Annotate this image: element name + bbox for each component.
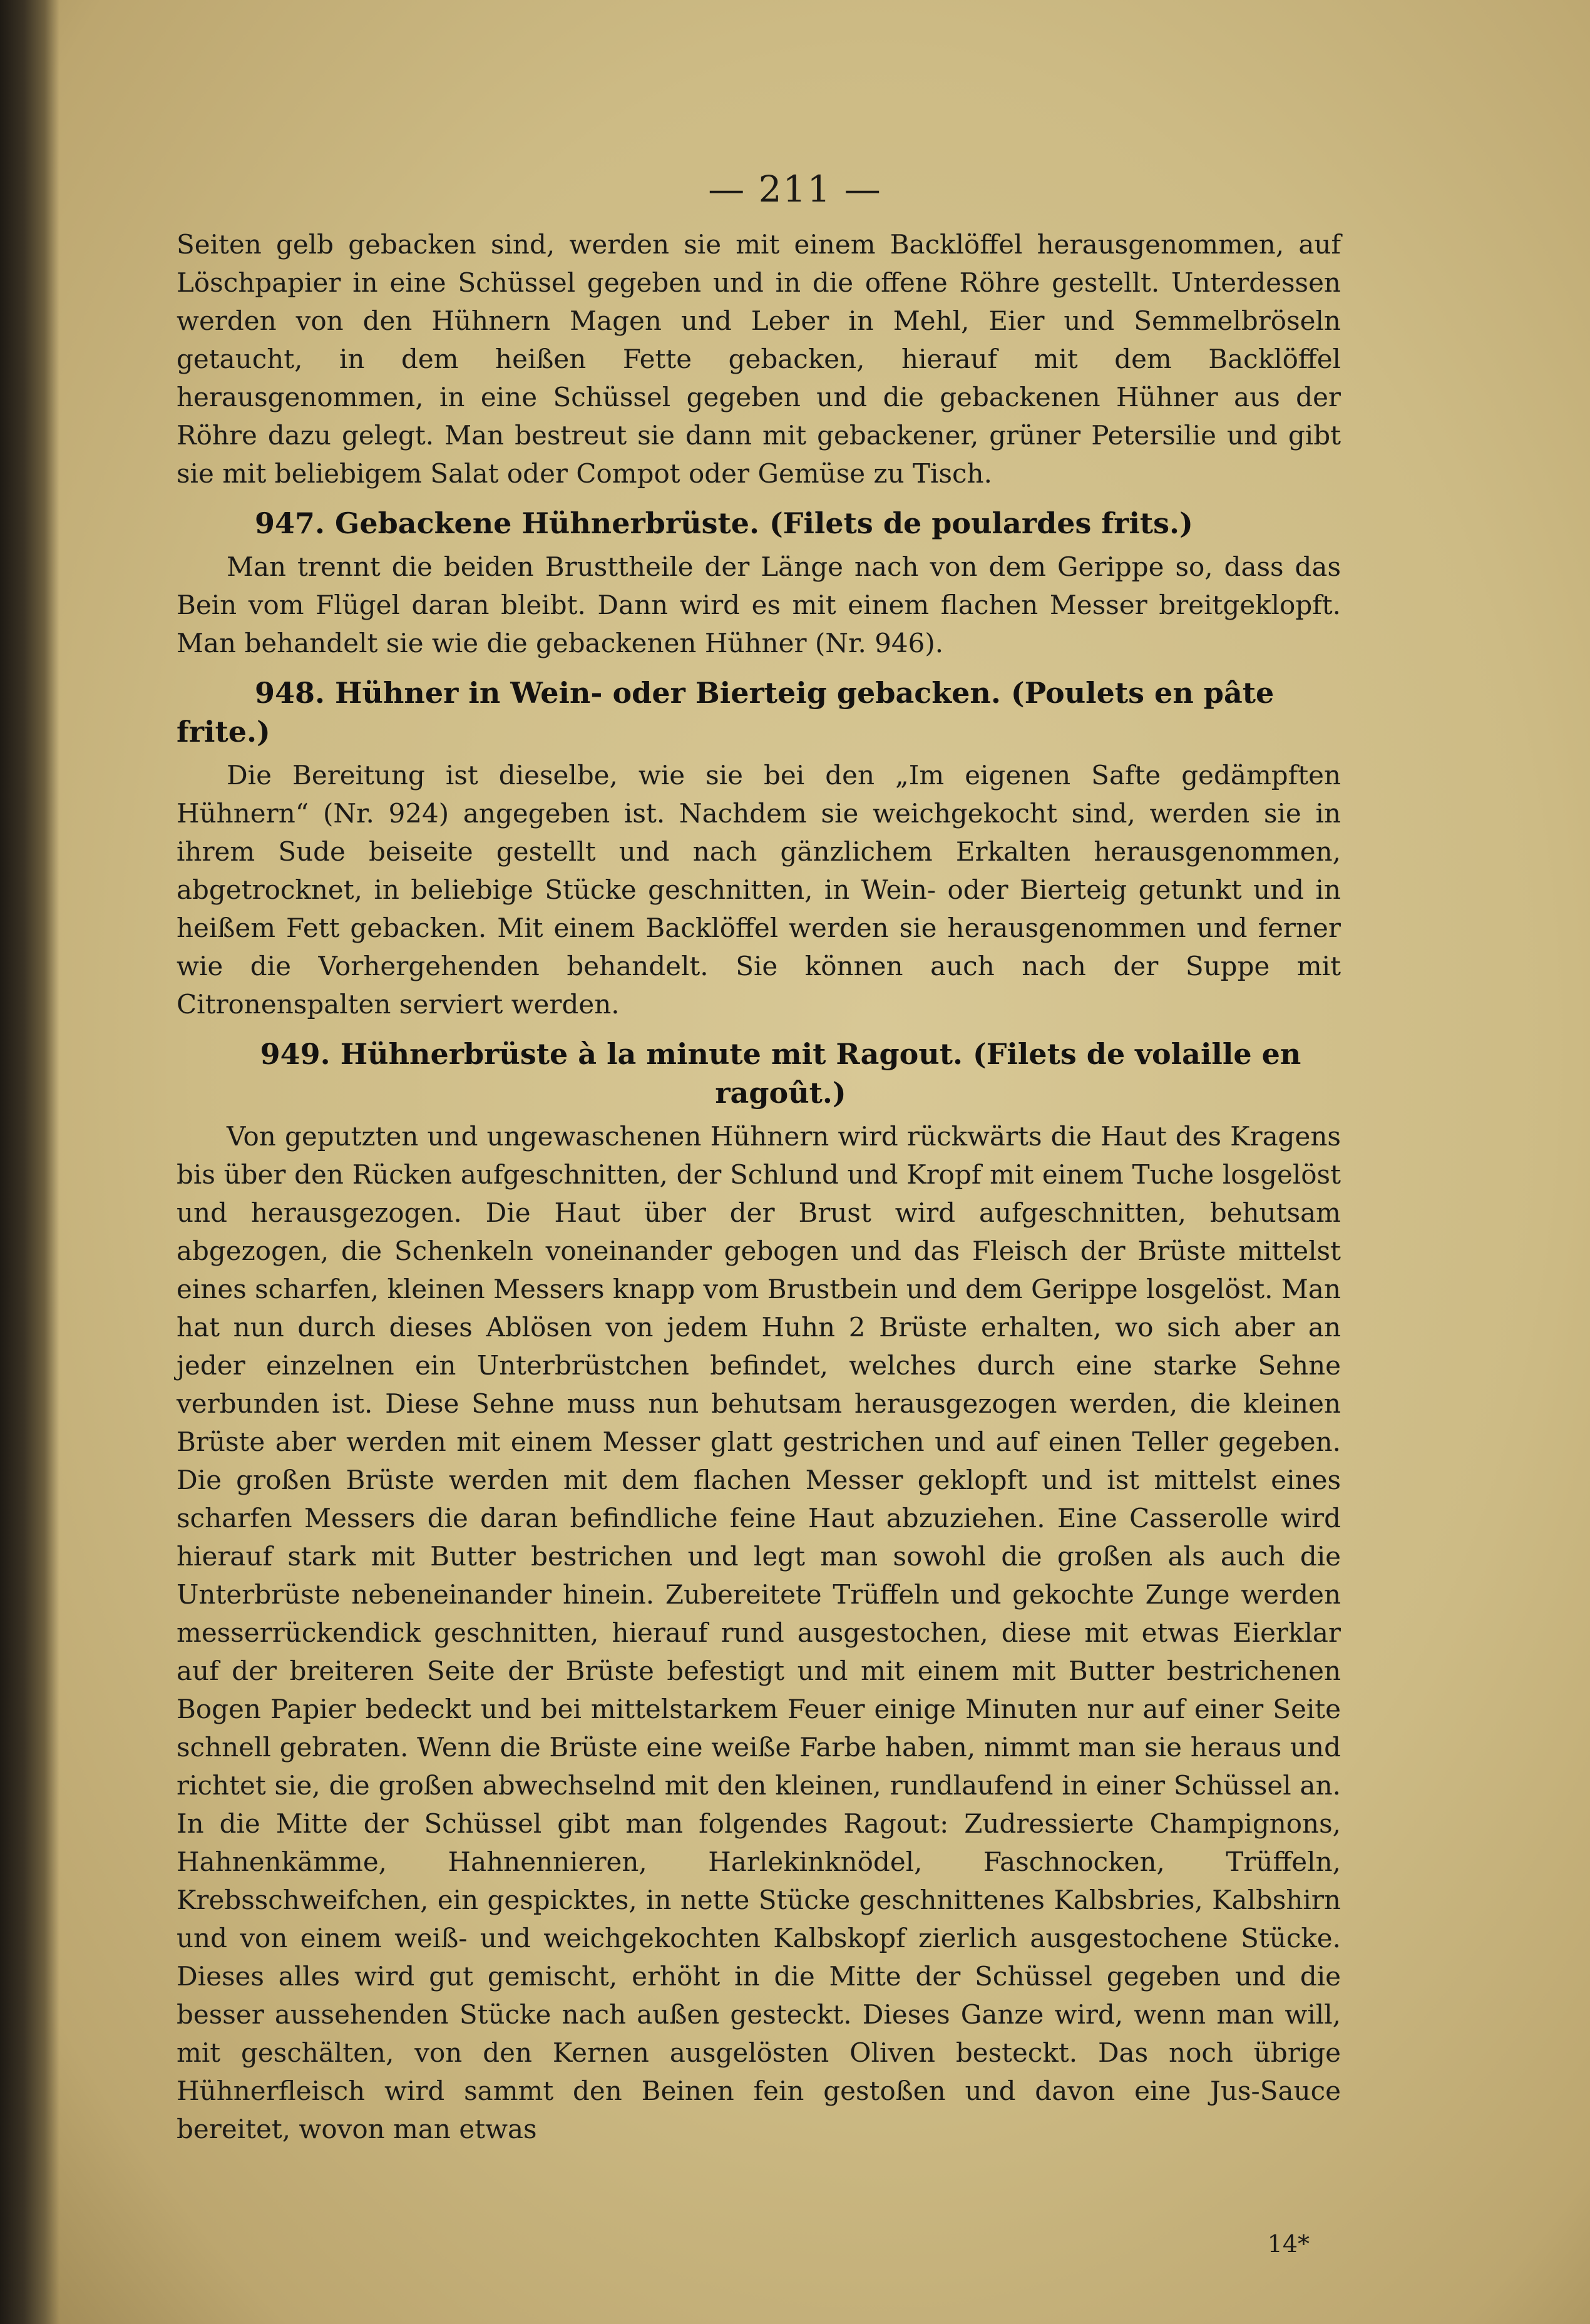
- recipe-text-948: Die Bereitung ist dieselbe, wie sie bei den „Im eigenen Safte gedämpften Hühnern“ (Nr. 924) angegeben ist. Nachdem sie weichgekocht sind, werden sie in ihrem Sude beiseite gestellt und nach gänzlichem Erkalten herausgenommen, abgetrocknet, in beliebige Stücke geschnitten, in Wein- oder Bierteig getunkt und in heißem Fett gebacken. Mit einem Backlöffel werden sie herausgenommen und ferner wie die Vorhergehenden behandelt. Sie können auch nach der Suppe mit Citronenspalten serviert werden.: [177, 760, 1341, 1020]
- signature-mark: 14*: [1267, 2230, 1310, 2258]
- recipe-heading-948: 948. Hühner in Wein- oder Bierteig gebacken. (Poulets en pâte frite.): [177, 676, 1275, 749]
- page-body: [177, 225, 1341, 2148]
- recipe-heading-947: 947. Gebackene Hühnerbrüste. (Filets de poulardes frits.): [255, 506, 1193, 540]
- recipe-heading-949: 949. Hühnerbrüste à la minute mit Ragout. (Filets de volaille en ragoût.): [260, 1037, 1301, 1110]
- paragraph-continuation: Seiten gelb gebacken sind, werden sie mit einem Backlöffel herausgenommen, auf Löschpapier in eine Schüssel gegeben und in die offene Röhre gestellt. Unterdessen werden von den Hühnern Magen und Leber in Mehl, Eier und Semmelbröseln getaucht, in dem heißen Fette gebacken, hierauf mit dem Backlöffel herausgenommen, in eine Schüssel gegeben und die gebackenen Hühner aus der Röhre dazu gelegt. Man bestreut sie dann mit gebackener, grüner Petersilie und gibt sie mit beliebigem Salat oder Compot oder Gemüse zu Tisch.: [177, 229, 1341, 489]
- book-binding-edge: [0, 0, 59, 2324]
- page-number: — 211 —: [708, 168, 882, 210]
- recipe-text-949: Von geputzten und ungewaschenen Hühnern wird rückwärts die Haut des Kragens bis über den Rücken aufgeschnitten, der Schlund und Kropf mit einem Tuche losgelöst und herausgezogen. Die Haut über der Brust wird aufgeschnitten, behutsam abgezogen, die Schenkeln voneinander gebogen und das Fleisch der Brüste mittelst eines scharfen, kleinen Messers knapp vom Brustbein und dem Gerippe losgelöst. Man hat nun durch dieses Ablösen von jedem Huhn 2 Brüste erhalten, wo sich aber an jeder einzelnen ein Unterbrüstchen befindet, welches durch eine starke Sehne verbunden ist. Diese Sehne muss nun behutsam herausgezogen werden, die kleinen Brüste aber werden mit einem Messer glatt gestrichen und auf einen Teller gegeben. Die großen Brüste werden mit dem flachen Messer geklopft und ist mittelst eines scharfen Messers die daran befindliche feine Haut abzuziehen. Eine Casserolle wird hierauf stark mit Butter bestrichen und legt man sowohl die großen als auch die Unterbrüste nebeneinander hinein. Zubereitete Trüffeln und gekochte Zunge werden messerrückendick geschnitten, hierauf rund ausgestochen, diese mit etwas Eierklar auf der breiteren Seite der Brüste befestigt und mit einem mit Butter bestrichenen Bogen Papier bedeckt und bei mittelstarkem Feuer einige Minuten nur auf einer Seite schnell gebraten. Wenn die Brüste eine weiße Farbe haben, nimmt man sie heraus und richtet sie, die großen abwechselnd mit den kleinen, rundlaufend in einer Schüssel an. In die Mitte der Schüssel gibt man folgendes Ragout: Zudressierte Champignons, Hahnenkämme, Hahnennieren, Harlekinknödel, Faschnocken, Trüffeln, Krebsschweifchen, ein gespicktes, in nette Stücke geschnittenes Kalbsbries, Kalbshirn und von einem weiß- und weichgekochten Kalbskopf zierlich ausgestochene Stücke. Dieses alles wird gut gemischt, erhöht in die Mitte der Schüssel gegeben und die besser aussehenden Stücke nach außen gesteckt. Dieses Ganze wird, wenn man will, mit geschälten, von den Kernen ausgelösten Oliven besteckt. Das noch übrige Hühnerfleisch wird sammt den Beinen fein gestoßen und davon eine Jus-Sauce bereitet, wovon man etwas: [177, 1121, 1341, 2144]
- recipe-text-947: Man trennt die beiden Brusttheile der Länge nach von dem Gerippe so, dass das Bein vom Flügel daran bleibt. Dann wird es mit einem flachen Messer breitgeklopft. Man behandelt sie wie die gebackenen Hühner (Nr. 946).: [177, 551, 1341, 658]
